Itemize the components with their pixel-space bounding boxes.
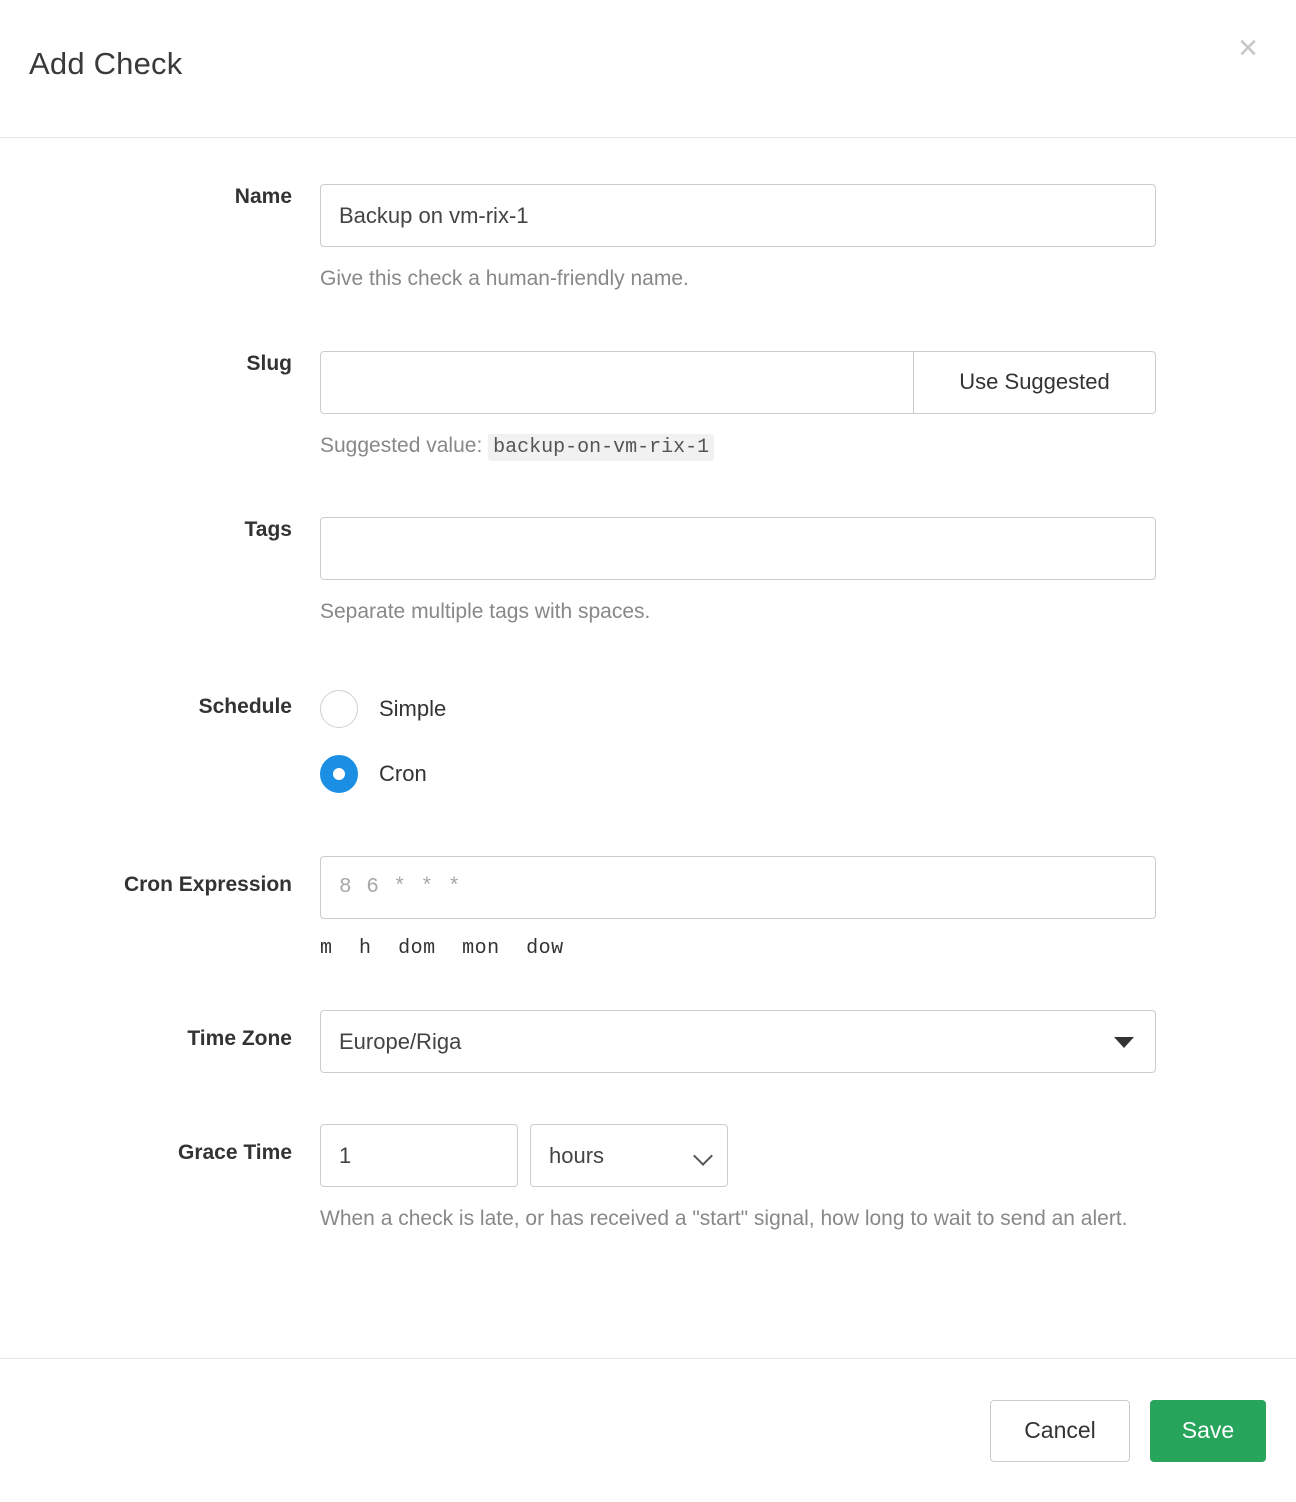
grace-unit-select[interactable] — [530, 1124, 728, 1187]
label-schedule: Schedule — [198, 695, 292, 719]
use-suggested-button[interactable]: Use Suggested — [914, 351, 1156, 414]
slug-help — [320, 430, 1156, 463]
field-cron-expression — [320, 856, 1156, 960]
modal-footer — [0, 1358, 1296, 1502]
name-input[interactable] — [320, 184, 1156, 247]
cancel-button[interactable]: Cancel — [990, 1400, 1130, 1462]
page-title: Add Check — [29, 46, 183, 81]
save-button[interactable]: Save — [1150, 1400, 1266, 1462]
slug-input[interactable] — [320, 351, 914, 414]
field-grace-time — [320, 1124, 1156, 1236]
field-time-zone — [320, 1010, 1156, 1073]
field-row-timezone — [0, 1010, 1296, 1073]
cron-legend-h: h — [359, 937, 372, 961]
name-help: Give this check a human-friendly name. — [320, 267, 689, 290]
field-row-slug — [0, 351, 1296, 463]
field-row-grace-time — [0, 1124, 1296, 1236]
label-name: Name — [234, 185, 292, 208]
slug-suggested-value: backup-on-vm-rix-1 — [488, 434, 714, 461]
field-row-cron — [0, 856, 1296, 960]
schedule-option-simple[interactable] — [320, 686, 1156, 732]
tags-input[interactable] — [320, 517, 1156, 580]
modal-header — [0, 0, 1296, 138]
label-slug: Slug — [246, 351, 292, 375]
cron-legend — [320, 937, 1156, 960]
field-schedule — [320, 686, 1156, 797]
close-icon[interactable]: × — [1228, 28, 1268, 68]
cron-legend-m: m — [320, 937, 333, 961]
cron-legend-dow: dow — [526, 937, 564, 961]
field-tags — [320, 517, 1156, 629]
field-name — [320, 184, 1156, 296]
tags-help: Separate multiple tags with spaces. — [320, 599, 651, 623]
cron-legend-mon: mon — [462, 937, 500, 961]
modal-body — [0, 138, 1296, 1358]
time-zone-select-wrap — [320, 1010, 1156, 1073]
grace-time-controls — [320, 1124, 1156, 1187]
slug-input-group — [320, 351, 1156, 414]
field-row-name — [0, 184, 1296, 296]
grace-unit-select-wrap — [530, 1124, 728, 1187]
grace-time-input[interactable] — [320, 1124, 518, 1187]
field-row-schedule — [0, 686, 1296, 797]
field-row-tags — [0, 517, 1296, 629]
schedule-option-cron[interactable] — [320, 751, 1156, 797]
label-grace-time: Grace Time — [177, 1141, 292, 1165]
slug-help-prefix: Suggested value: — [320, 433, 483, 457]
radio-icon-simple[interactable] — [320, 690, 358, 728]
schedule-option-label: Simple — [379, 696, 447, 722]
time-zone-select[interactable] — [320, 1010, 1156, 1073]
label-time-zone: Time Zone — [187, 1027, 292, 1051]
label-tags: Tags — [244, 517, 292, 541]
schedule-option-label: Cron — [379, 761, 427, 787]
grace-time-help: When a check is late, or has received a "start" signal, how long to wait to send an alert. — [320, 1207, 1128, 1231]
radio-icon-cron[interactable] — [320, 755, 358, 793]
cron-legend-dom: dom — [398, 937, 436, 961]
cron-expression-input[interactable] — [320, 856, 1156, 919]
label-cron-expression: Cron Expression — [123, 873, 292, 897]
field-slug — [320, 351, 1156, 463]
